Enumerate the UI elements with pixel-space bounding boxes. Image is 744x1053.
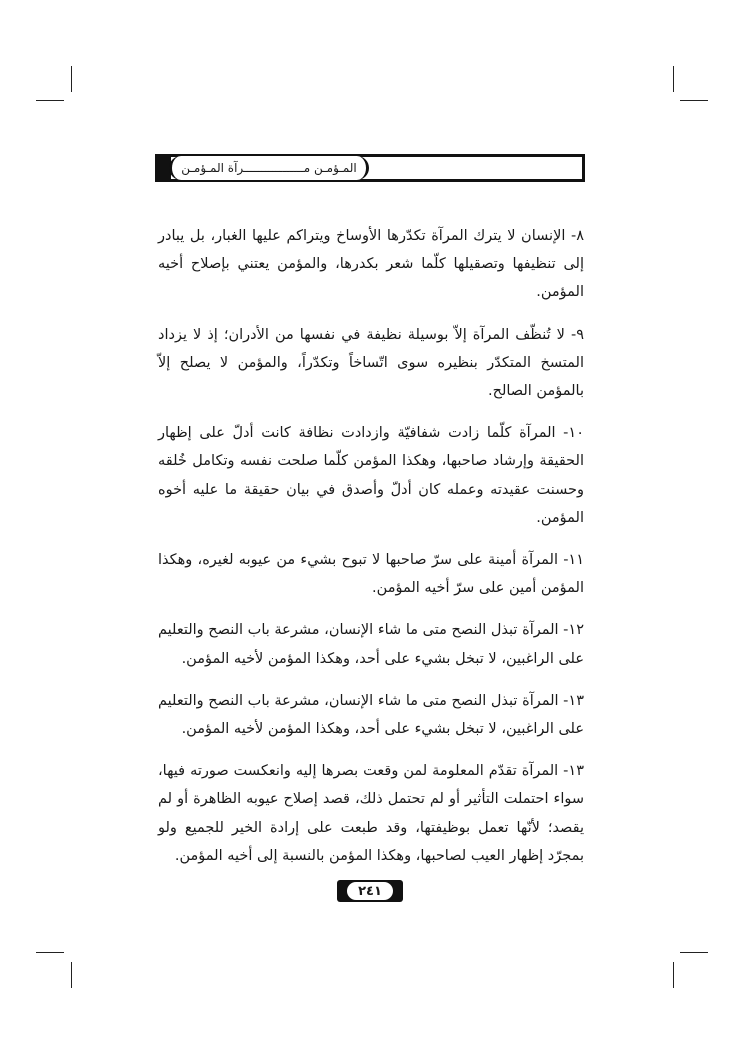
- paragraph-11: ١١- المرآة أمينة على سرّ صاحبها لا تبوح بشيء من عيوبه لغيره، وهكذا المؤمن أمين على سرّ أخيه المؤمن.: [158, 552, 584, 597]
- crop-mark-top-left-h: [36, 100, 64, 101]
- paragraph-10: ١٠- المرآة كلّما زادت شفافيّة وازدادت نظافة كانت أدلّ على إظهار الحقيقة وإرشاد صاحبها، وهكذا المؤمن كلّما صلحت نفسه وتكامل خُلقه وحسنت عقيدته وعمله كان أدلّ وأصدق في بيان حقيقة ما عليه أخوه المؤمن.: [158, 425, 584, 526]
- paragraph-13b: ١٣- المرآة تقدّم المعلومة لمن وقعت بصرها إليه وانعكست صورته فيها، سواء احتملت التأثير أو لم تحتمل ذلك، قصد إصلاح عيوبه الظاهرة أو لم يقصد؛ لأنّها تعمل بوظيفتها، وقد طبعت على إرادة الخير للجميع ولو بمجرّد إظهار العيب لصاحبها، وهكذا المؤمن بالنسبة إلى أخيه المؤمن.: [158, 763, 584, 864]
- crop-mark-bottom-left-h: [36, 952, 64, 953]
- crop-mark-bottom-right-h: [680, 952, 708, 953]
- crop-mark-top-left-v: [71, 66, 72, 92]
- crop-mark-bottom-right-v: [673, 962, 674, 988]
- crop-mark-bottom-left-v: [71, 962, 72, 988]
- crop-mark-top-right-h: [680, 100, 708, 101]
- crop-mark-top-right-v: [673, 66, 674, 92]
- paragraph-9: ٩- لا تُنظّف المرآة إلاّ بوسيلة نظيفة في نفسها من الأدران؛ إذ لا يزداد المتسخ المتكدّر بنظيره سوى اتّساخاً وتكدّراً، والمؤمن لا يصلح إلاّ بالمؤمن الصالح.: [158, 326, 584, 400]
- page-number-badge: [337, 880, 403, 902]
- header-title: المـؤمـن مـــــــــــــــــرآة المـؤمـن: [181, 161, 357, 175]
- page-body: [158, 222, 584, 884]
- header-title-pill: [169, 156, 369, 180]
- paragraph-12: ١٢- المرآة تبذل النصح متى ما شاء الإنسان، مشرعة باب النصح والتعليم على الراغبين، لا تبخل بشيء على أحد، وهكذا المؤمن لأخيه المؤمن.: [158, 622, 584, 667]
- paragraph-13a: ١٣- المرآة تبذل النصح متى ما شاء الإنسان، مشرعة باب النصح والتعليم على الراغبين، لا تبخل بشيء على أحد، وهكذا المؤمن لأخيه المؤمن.: [158, 692, 584, 738]
- paragraph-8: ٨- الإنسان لا يترك المرآة تكدّرها الأوساخ ويتراكم عليها الغبار، بل يبادر إلى تنظيفها وتصقيلها كلّما شعر بكدرها، والمؤمن يعتني بإصلاح أخيه المؤمن.: [158, 228, 584, 301]
- running-header: [155, 154, 585, 182]
- page-number: ٢٤١: [358, 883, 382, 899]
